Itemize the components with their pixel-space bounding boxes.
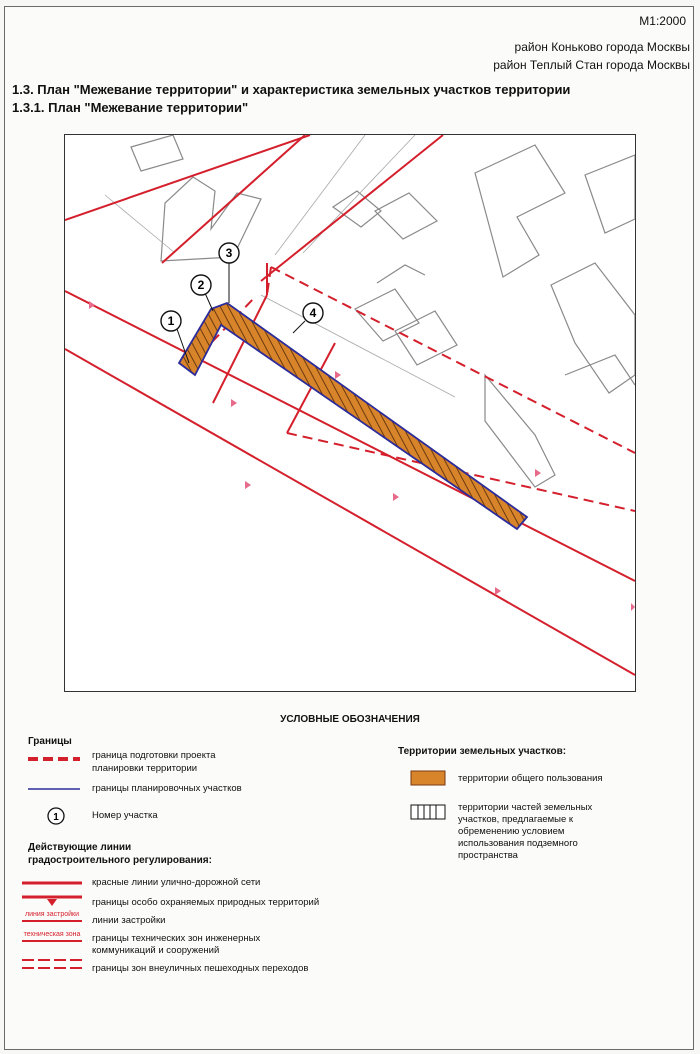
building-lines-symbol-text: линия застройки: [25, 911, 79, 918]
scale-label: М1:2000: [639, 14, 686, 28]
legend-pedestrian: границы зон внеуличных пешеходных переходов: [92, 963, 309, 974]
marker: [245, 481, 251, 489]
building-outline: [551, 263, 635, 393]
marker: [495, 587, 501, 595]
building-outline: [475, 145, 565, 277]
building-outline: [585, 155, 635, 233]
marker: [335, 371, 341, 379]
legend-underground-2: участков, предлагаемые к: [458, 814, 574, 825]
protected-symbol: [22, 894, 82, 908]
parcel-number-3: 3: [225, 246, 233, 260]
parcel-number-symbol: [46, 806, 66, 826]
parcel-public-territory: [179, 303, 527, 529]
boundary-markers: [89, 301, 635, 611]
tech-zone-symbol: [22, 939, 82, 943]
red-line: [261, 135, 443, 281]
building-outline: [375, 193, 437, 239]
legend-protected: границы особо охраняемых природных территорий: [92, 897, 320, 908]
marker: [89, 301, 95, 309]
pedestrian-symbol: [22, 956, 82, 976]
parcel-number-2: 2: [197, 278, 205, 292]
site-plan-map: [64, 134, 636, 692]
district-label-1: район Коньково города Москвы: [514, 40, 690, 54]
legend-underground-4: использования подземного: [458, 838, 578, 849]
underground-territory-symbol: [410, 804, 446, 820]
legend-building-lines: линии застройки: [92, 915, 166, 926]
marker: [631, 603, 635, 611]
legend-public-territory: территории общего пользования: [458, 773, 603, 784]
building-lines-symbol: [22, 919, 82, 923]
legend-underground-5: пространства: [458, 850, 518, 861]
project-boundary-symbol: [28, 754, 80, 764]
marker: [231, 399, 237, 407]
callout-leader: [205, 293, 213, 311]
legend-red-lines: красные линии улично-дорожной сети: [92, 877, 261, 888]
subsection-title: 1.3.1. План "Межевание территории": [12, 100, 249, 115]
parcel-number-symbol-text: 1: [53, 812, 59, 823]
parcel-number-4: 4: [309, 306, 317, 320]
site-plan-drawing: [65, 135, 635, 691]
section-title: 1.3. План "Межевание территории" и характеристика земельных участков территории: [12, 82, 571, 97]
legend-project-boundary: граница подготовки проекта: [92, 750, 216, 761]
base-line: [261, 295, 455, 397]
red-line: [65, 291, 635, 581]
parcel-number-1: 1: [167, 314, 175, 328]
red-line: [65, 135, 310, 220]
district-label-2: район Теплый Стан города Москвы: [493, 58, 690, 72]
building-outline: [377, 265, 425, 283]
legend-tech-zones-1: границы технических зон инженерных: [92, 933, 261, 944]
legend-tech-zones-2: коммуникаций и сооружений: [92, 945, 220, 956]
red-lines-symbol: [22, 880, 82, 886]
building-outline: [485, 375, 555, 487]
legend-project-boundary-2: планировки территории: [92, 763, 198, 774]
building-outline: [131, 135, 183, 171]
public-territory-symbol: [410, 770, 446, 786]
legend-planning-boundary: границы планировочных участков: [92, 783, 242, 794]
legend-lines-heading-2: градостроительного регулирования:: [28, 855, 212, 866]
marker: [535, 469, 541, 477]
legend-parcel-number: Номер участка: [92, 810, 158, 821]
legend-boundaries-heading: Границы: [28, 736, 72, 747]
marker: [393, 493, 399, 501]
legend-lines-heading-1: Действующие линии: [28, 842, 132, 853]
base-line: [303, 135, 415, 253]
callout-leader: [293, 321, 305, 333]
legend-territories-heading: Территории земельных участков:: [398, 746, 567, 757]
legend-underground-3: обременению условием: [458, 826, 565, 837]
tech-zone-symbol-text: техническая зона: [23, 931, 81, 938]
legend-title: УСЛОВНЫЕ ОБОЗНАЧЕНИЯ: [280, 714, 420, 725]
planning-boundary-symbol: [28, 786, 80, 792]
legend-underground-1: территории частей земельных: [458, 802, 593, 813]
